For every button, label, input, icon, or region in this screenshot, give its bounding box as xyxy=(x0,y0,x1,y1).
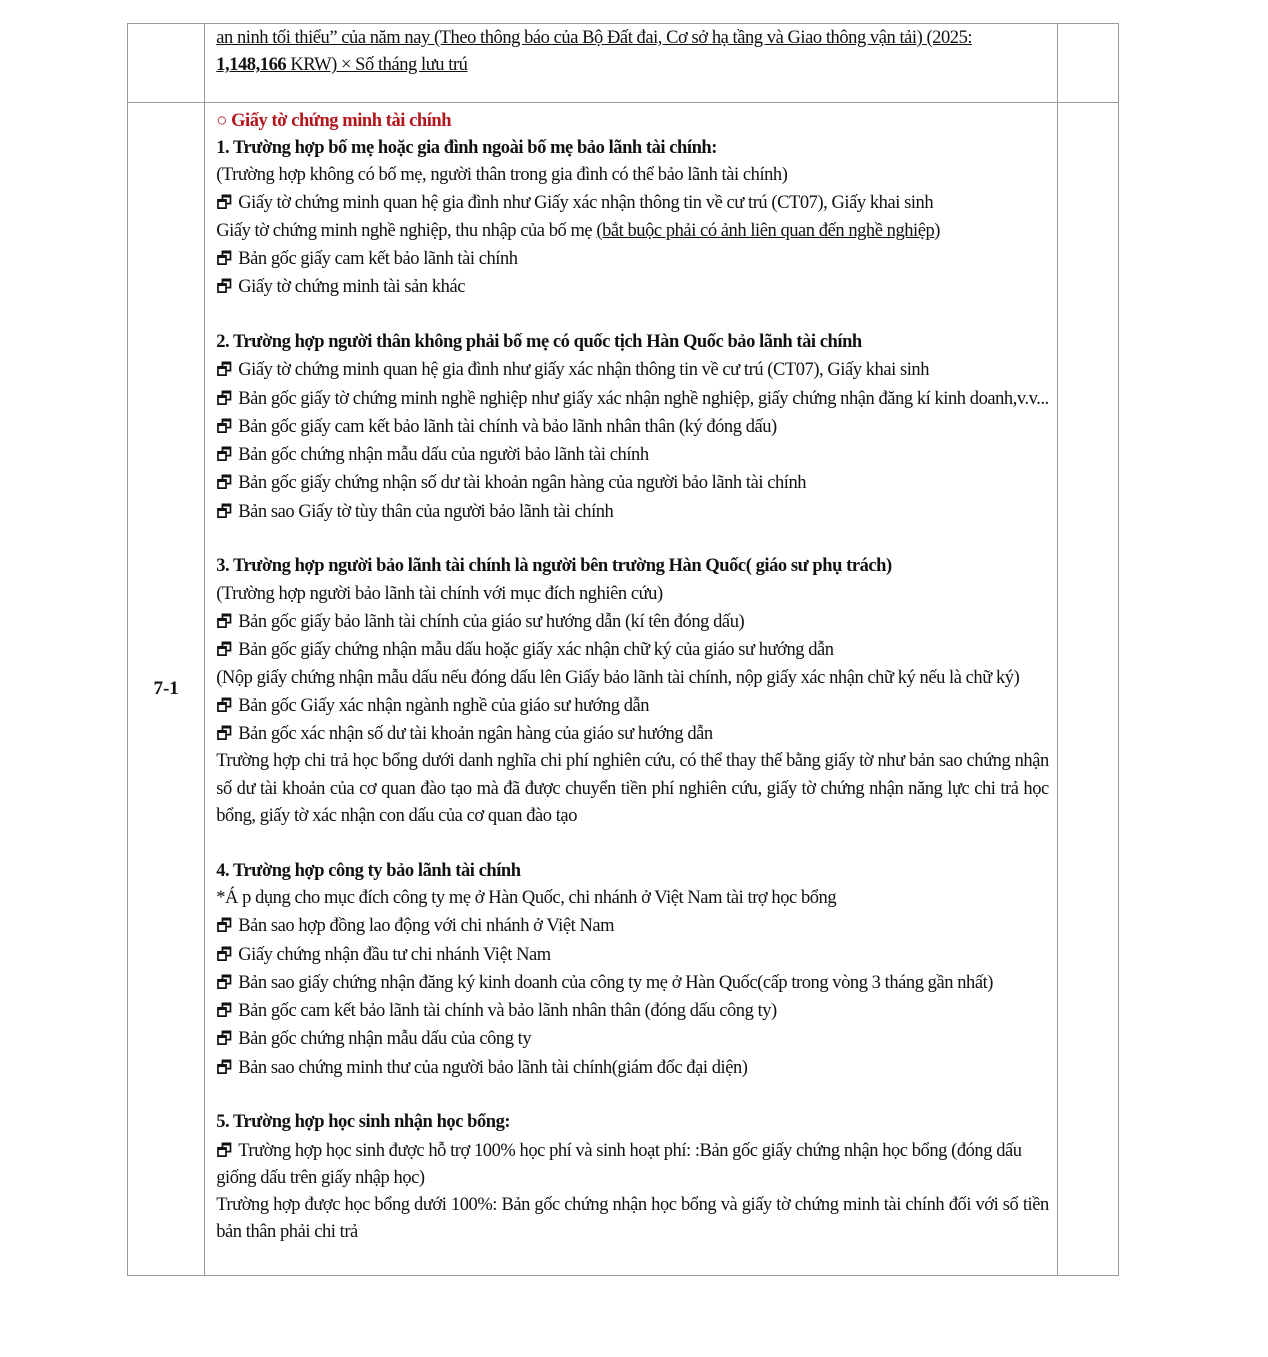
checkbox-icon: 🗗 xyxy=(216,473,233,493)
checkbox-icon: 🗗 xyxy=(216,360,233,380)
checkbox-icon: 🗗 xyxy=(216,277,233,297)
list-item: 🗗 Bản sao giấy chứng nhận đăng ký kinh doanh của công ty mẹ ở Hàn Quốc(cấp trong vòng 3 tháng gần nhất) xyxy=(216,969,1049,997)
list-item: 🗗 Bản gốc chứng nhận mẫu dấu của người bảo lãnh tài chính xyxy=(216,441,1049,469)
checkbox-icon: 🗗 xyxy=(216,1057,233,1077)
row-number: 7-1 xyxy=(153,677,179,699)
requirements-table xyxy=(127,23,1119,1276)
spacer xyxy=(216,526,1049,553)
paragraph: Trường hợp được học bổng dưới 100%: Bản gốc chứng nhận học bổng và giấy tờ chứng minh tài chính đối với số tiền bản thân phải chi trả xyxy=(216,1195,1049,1243)
spacer xyxy=(216,1082,1049,1109)
checkbox-icon: 🗗 xyxy=(216,972,233,992)
list-item: 🗗 Bản gốc giấy bảo lãnh tài chính của giáo sư hướng dẫn (kí tên đóng dấu) xyxy=(216,608,1049,636)
list-item: 🗗 Bản sao Giấy tờ tùy thân của người bảo lãnh tài chính xyxy=(216,498,1049,526)
spacer xyxy=(216,302,1049,329)
table-row xyxy=(128,24,1119,103)
spacer xyxy=(216,830,1049,857)
checkbox-icon: 🗗 xyxy=(216,416,233,436)
list-item: 🗗 Bản gốc giấy tờ chứng minh nghề nghiệp như giấy xác nhận nghề nghiệp, giấy chứng nhận đăng kí kinh doanh,v.v... xyxy=(216,385,1049,413)
table-row xyxy=(128,102,1119,1275)
list-item: 🗗 Trường hợp học sinh được hỗ trợ 100% học phí và sinh hoạt phí: :Bản gốc giấy chứng nhận học bổng (đóng dấu giống dấu trên giấy nhập học) xyxy=(216,1137,1049,1193)
row-number-cell xyxy=(128,24,205,103)
checkbox-icon: 🗗 xyxy=(216,193,233,213)
list-item: 🗗 Bản gốc cam kết bảo lãnh tài chính và bảo lãnh nhân thân (đóng dấu công ty) xyxy=(216,997,1049,1025)
case-note: (Nộp giấy chứng nhận mẫu dấu nếu đóng dấu lên Giấy bảo lãnh tài chính, nộp giấy xác nhận chữ ký nếu là chữ ký) xyxy=(216,667,1020,688)
checkbox-icon: 🗗 xyxy=(216,1001,233,1021)
list-item: 🗗 Bản gốc xác nhận số dư tài khoản ngân hàng của giáo sư hướng dẫn xyxy=(216,720,1049,748)
list-item: 🗗 Bản gốc giấy cam kết bảo lãnh tài chính xyxy=(216,245,1049,273)
list-item: 🗗 Giấy chứng nhận đầu tư chi nhánh Việt Nam xyxy=(216,941,1049,969)
list-item: 🗗 Bản gốc giấy chứng nhận mẫu dấu hoặc giấy xác nhận chữ ký của giáo sư hướng dẫn xyxy=(216,636,1049,664)
case-title: 1. Trường hợp bố mẹ hoặc gia đình ngoài bố mẹ bảo lãnh tài chính: xyxy=(216,137,717,158)
checkbox-icon: 🗗 xyxy=(216,1029,233,1049)
case-note: (Trường hợp người bảo lãnh tài chính với mục đích nghiên cứu) xyxy=(216,583,663,604)
list-item: 🗗 Bản sao hợp đồng lao động với chi nhánh ở Việt Nam xyxy=(216,912,1049,940)
list-item: 🗗 Bản gốc Giấy xác nhận ngành nghề của giáo sư hướng dẫn xyxy=(216,692,1049,720)
case-note: *Á p dụng cho mục đích công ty mẹ ở Hàn Quốc, chi nhánh ở Việt Nam tài trợ học bổng xyxy=(216,887,837,908)
content-cell xyxy=(205,102,1058,1275)
case-title: 3. Trường hợp người bảo lãnh tài chính là người bên trường Hàn Quốc( giáo sư phụ trách) xyxy=(216,556,892,577)
case-title: 4. Trường hợp công ty bảo lãnh tài chính xyxy=(216,860,521,881)
notes-cell xyxy=(1057,24,1118,103)
text-line: 1,148,166 KRW) × Số tháng lưu trú xyxy=(216,55,468,76)
checkbox-icon: 🗗 xyxy=(216,640,233,660)
checkbox-icon: 🗗 xyxy=(216,445,233,465)
checkbox-icon: 🗗 xyxy=(216,916,233,936)
paragraph: Trường hợp chi trả học bổng dưới danh nghĩa chi phí nghiên cứu, có thể thay thế bằng giấy tờ như bản sao chứng nhận số dư tài khoản của cơ quan đào tạo mà đã được chuyển tiền phí nghiên cứu, giấy tờ chứng nhận năng lực chi trả học bổng, giấy tờ xác nhận con dấu của cơ quan đào tạo xyxy=(216,751,1049,827)
text-line: an ninh tối thiểu” của năm nay (Theo thông báo của Bộ Đất đai, Cơ sở hạ tầng và Giao thông vận tải) (2025: xyxy=(216,28,973,48)
section-heading: ○ Giấy tờ chứng minh tài chính xyxy=(216,110,452,131)
case-title: 5. Trường hợp học sinh nhận học bổng: xyxy=(216,1112,511,1133)
content-cell xyxy=(205,24,1058,103)
list-item: 🗗 Bản gốc giấy chứng nhận số dư tài khoản ngân hàng của người bảo lãnh tài chính xyxy=(216,469,1049,497)
list-item: 🗗 Giấy tờ chứng minh quan hệ gia đình như giấy xác nhận thông tin về cư trú (CT07), Giấy khai sinh xyxy=(216,356,1049,384)
case-note: (Trường hợp không có bố mẹ, người thân trong gia đình có thể bảo lãnh tài chính) xyxy=(216,165,788,186)
list-item: 🗗 Giấy tờ chứng minh tài sản khác xyxy=(216,273,1049,301)
checkbox-icon: 🗗 xyxy=(216,724,233,744)
checkbox-icon: 🗗 xyxy=(216,1140,233,1160)
case-title: 2. Trường hợp người thân không phải bố mẹ có quốc tịch Hàn Quốc bảo lãnh tài chính xyxy=(216,331,862,352)
text-line: Giấy tờ chứng minh nghề nghiệp, thu nhập của bố mẹ (bắt buộc phải có ảnh liên quan đến nghề nghiệp) xyxy=(216,220,941,241)
list-item: 🗗 Bản sao chứng minh thư của người bảo lãnh tài chính(giám đốc đại diện) xyxy=(216,1054,1049,1082)
checkbox-icon: 🗗 xyxy=(216,249,233,269)
checkbox-icon: 🗗 xyxy=(216,611,233,631)
list-item: 🗗 Bản gốc giấy cam kết bảo lãnh tài chính và bảo lãnh nhân thân (ký đóng dấu) xyxy=(216,413,1049,441)
list-item: 🗗 Giấy tờ chứng minh quan hệ gia đình như Giấy xác nhận thông tin về cư trú (CT07), Giấy khai sinh xyxy=(216,189,1049,217)
checkbox-icon: 🗗 xyxy=(216,501,233,521)
list-item: 🗗 Bản gốc chứng nhận mẫu dấu của công ty xyxy=(216,1025,1049,1053)
checkbox-icon: 🗗 xyxy=(216,944,233,964)
notes-cell xyxy=(1057,102,1118,1275)
row-number-cell xyxy=(128,102,205,1275)
checkbox-icon: 🗗 xyxy=(216,695,233,715)
checkbox-icon: 🗗 xyxy=(216,388,233,408)
